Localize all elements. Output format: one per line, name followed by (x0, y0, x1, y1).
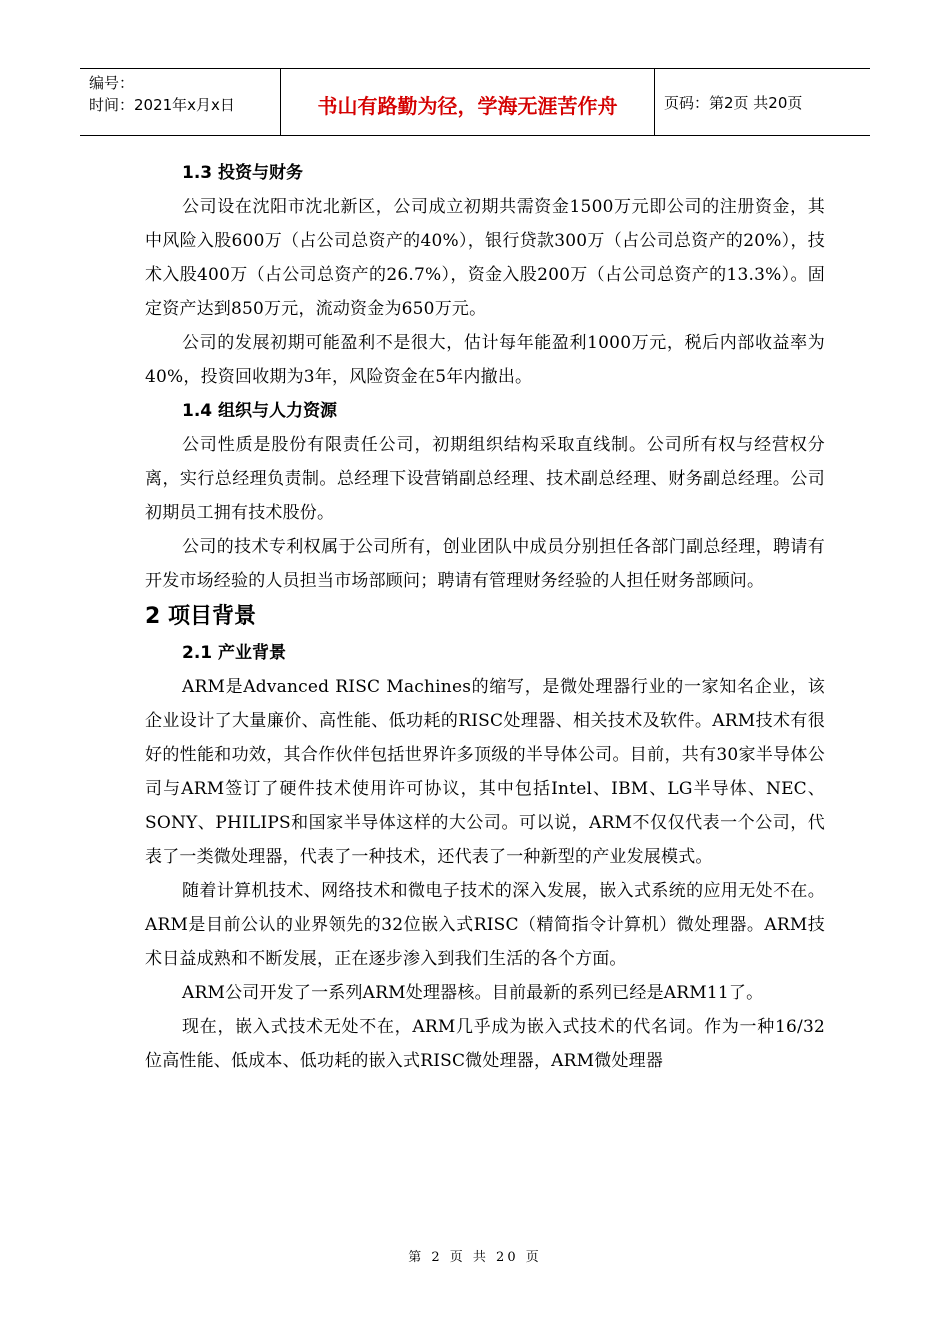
section-heading-2-1: 2.1 产业背景 (182, 643, 287, 663)
paragraph: 公司的技术专利权属于公司所有，创业团队中成员分别担任各部门副总经理，聘请有开发市场经验的人员担当市场部顾问；聘请有管理财务经验的人担任财务部顾问。 (145, 537, 825, 591)
header-code-label: 编号： (89, 74, 135, 92)
header-motto-cell (281, 69, 655, 135)
paragraph: ARM公司开发了一系列ARM处理器核。目前最新的系列已经是ARM11了。 (182, 983, 764, 1003)
page-header-table (80, 68, 870, 136)
section-heading-1-3: 1.3 投资与财务 (182, 163, 304, 183)
paragraph: 随着计算机技术、网络技术和微电子技术的深入发展，嵌入式系统的应用无处不在。ARM是目前公认的业界领先的32位嵌入式RISC（精简指令计算机）微处理器。ARM技术日益成熟和不断发展，正在逐步渗入到我们生活的各个方面。 (145, 881, 825, 969)
paragraph: 现在，嵌入式技术无处不在，ARM几乎成为嵌入式技术的代名词。作为一种16/32位高性能、低成本、低功耗的嵌入式RISC微处理器，ARM微处理器 (145, 1017, 825, 1071)
paragraph: 公司的发展初期可能盈利不是很大，估计每年能盈利1000万元，税后内部收益率为40%，投资回收期为3年，风险资金在5年内撤出。 (145, 333, 825, 387)
section-heading-1-4: 1.4 组织与人力资源 (182, 401, 338, 421)
header-meta-cell (80, 69, 281, 135)
header-page-info: 页码：第2页 共20页 (664, 93, 803, 112)
paragraph: 公司设在沈阳市沈北新区，公司成立初期共需资金1500万元即公司的注册资金，其中风险入股600万（占公司总资产的40%），银行贷款300万（占公司总资产的20%），技术入股400万（占公司总资产的26.7%），资金入股200万（占公司总资产的13.3%）。固定资产达到850万元，流动资金为650万元。 (145, 197, 825, 319)
page-footer: 第 2 页 共 20 页 (408, 1250, 542, 1265)
header-page-cell (655, 69, 870, 135)
paragraph: 公司性质是股份有限责任公司，初期组织结构采取直线制。公司所有权与经营权分离，实行总经理负责制。总经理下设营销副总经理、技术副总经理、财务副总经理。公司初期员工拥有技术股份。 (145, 435, 825, 523)
chapter-heading-2: 2 项目背景 (145, 604, 256, 629)
document-body (145, 156, 825, 1078)
header-date: 时间：2021年x月x日 (89, 96, 235, 114)
paragraph: ARM是Advanced RISC Machines的缩写，是微处理器行业的一家知名企业，该企业设计了大量廉价、高性能、低功耗的RISC处理器、相关技术及软件。ARM技术有很好的性能和功效，其合作伙伴包括世界许多顶级的半导体公司。目前，共有30家半导体公司与ARM签订了硬件技术使用许可协议，其中包括Intel、IBM、LG半导体、NEC、SONY、PHILIPS和国家半导体这样的大公司。可以说，ARM不仅仅代表一个公司，代表了一类微处理器，代表了一种技术，还代表了一种新型的产业发展模式。 (145, 677, 825, 867)
header-motto: 书山有路勤为径，学海无涯苦作舟 (317, 93, 618, 118)
